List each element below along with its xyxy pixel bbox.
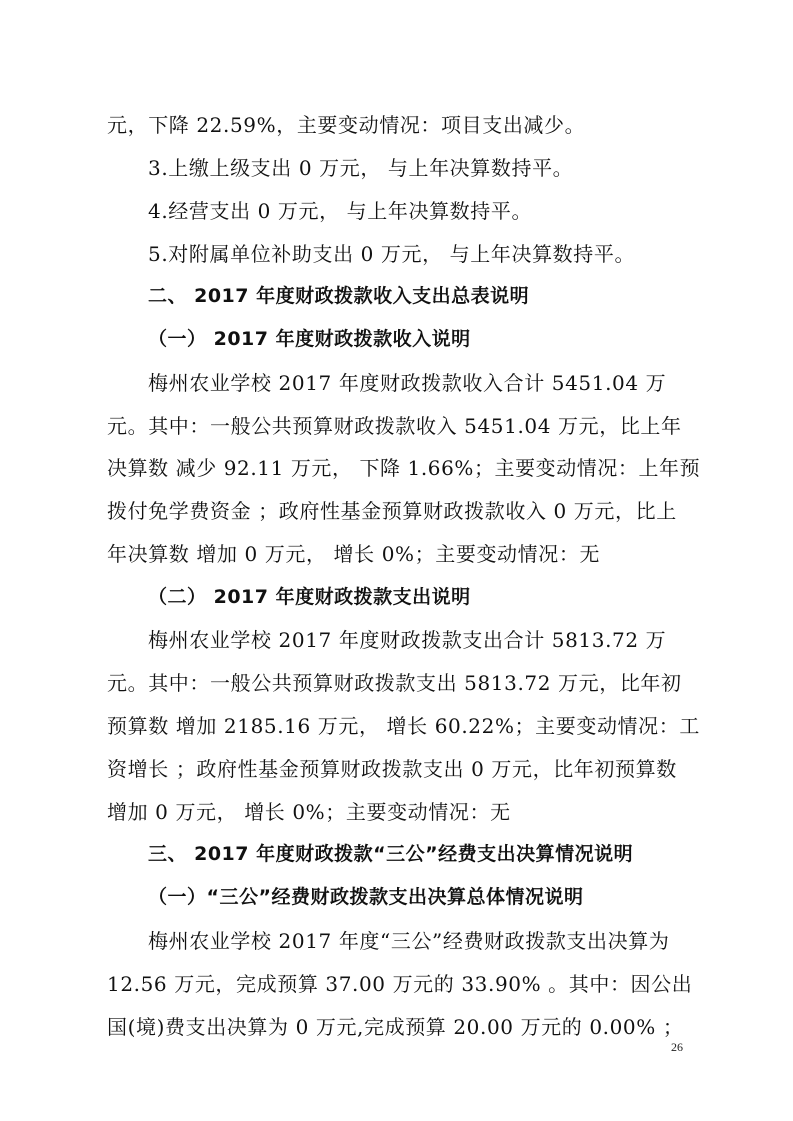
subsection-heading: （二） 2017 年度财政拨款支出说明 xyxy=(148,586,471,608)
body-text-line: 元。其中：一般公共预算财政拨款支出 5813.72 万元，比年初 xyxy=(107,671,682,695)
body-text-line: 5.对附属单位补助支出 0 万元， 与上年决算数持平。 xyxy=(148,242,636,266)
body-text-line: 决算数 减少 92.11 万元， 下降 1.66%；主要变动情况：上年预 xyxy=(107,456,701,480)
body-text-line: 12.56 万元，完成预算 37.00 万元的 33.90% 。其中：因公出 xyxy=(107,972,693,996)
body-text-line: 拨付免学费资金 ；政府性基金预算财政拨款收入 0 万元，比上 xyxy=(107,499,677,523)
body-text-line: 4.经营支出 0 万元， 与上年决算数持平。 xyxy=(148,199,533,223)
subsection-heading: （一）“三公”经费财政拨款支出决算总体情况说明 xyxy=(148,886,584,908)
body-text-line: 梅州农业学校 2017 年度“三公”经费财政拨款支出决算为 xyxy=(148,929,670,953)
body-text-line: 梅州农业学校 2017 年度财政拨款收入合计 5451.04 万 xyxy=(148,371,667,395)
subsection-heading: （一） 2017 年度财政拨款收入说明 xyxy=(148,328,471,350)
page-number: 26 xyxy=(671,1040,683,1054)
body-text-line: 元。其中：一般公共预算财政拨款收入 5451.04 万元，比上年 xyxy=(107,414,682,438)
body-text-line: 梅州农业学校 2017 年度财政拨款支出合计 5813.72 万 xyxy=(148,628,667,652)
body-text-line: 预算数 增加 2185.16 万元， 增长 60.22%；主要变动情况：工 xyxy=(107,714,700,738)
body-text-line: 3.上缴上级支出 0 万元， 与上年决算数持平。 xyxy=(148,156,574,180)
section-heading: 三、 2017 年度财政拨款“三公”经费支出决算情况说明 xyxy=(148,843,634,865)
section-heading: 二、 2017 年度财政拨款收入支出总表说明 xyxy=(148,285,530,307)
body-text-line: 资增长 ；政府性基金预算财政拨款支出 0 万元，比年初预算数 xyxy=(107,757,677,781)
body-text-line: 增加 0 万元， 增长 0%；主要变动情况：无 xyxy=(107,800,511,824)
body-text-line: 年决算数 增加 0 万元， 增长 0%；主要变动情况：无 xyxy=(107,542,601,566)
body-text-line: 国(境)费支出决算为 0 万元,完成预算 20.00 万元的 0.00% ； xyxy=(107,1015,684,1039)
body-text-line: 元，下降 22.59%，主要变动情况：项目支出减少。 xyxy=(107,113,586,137)
